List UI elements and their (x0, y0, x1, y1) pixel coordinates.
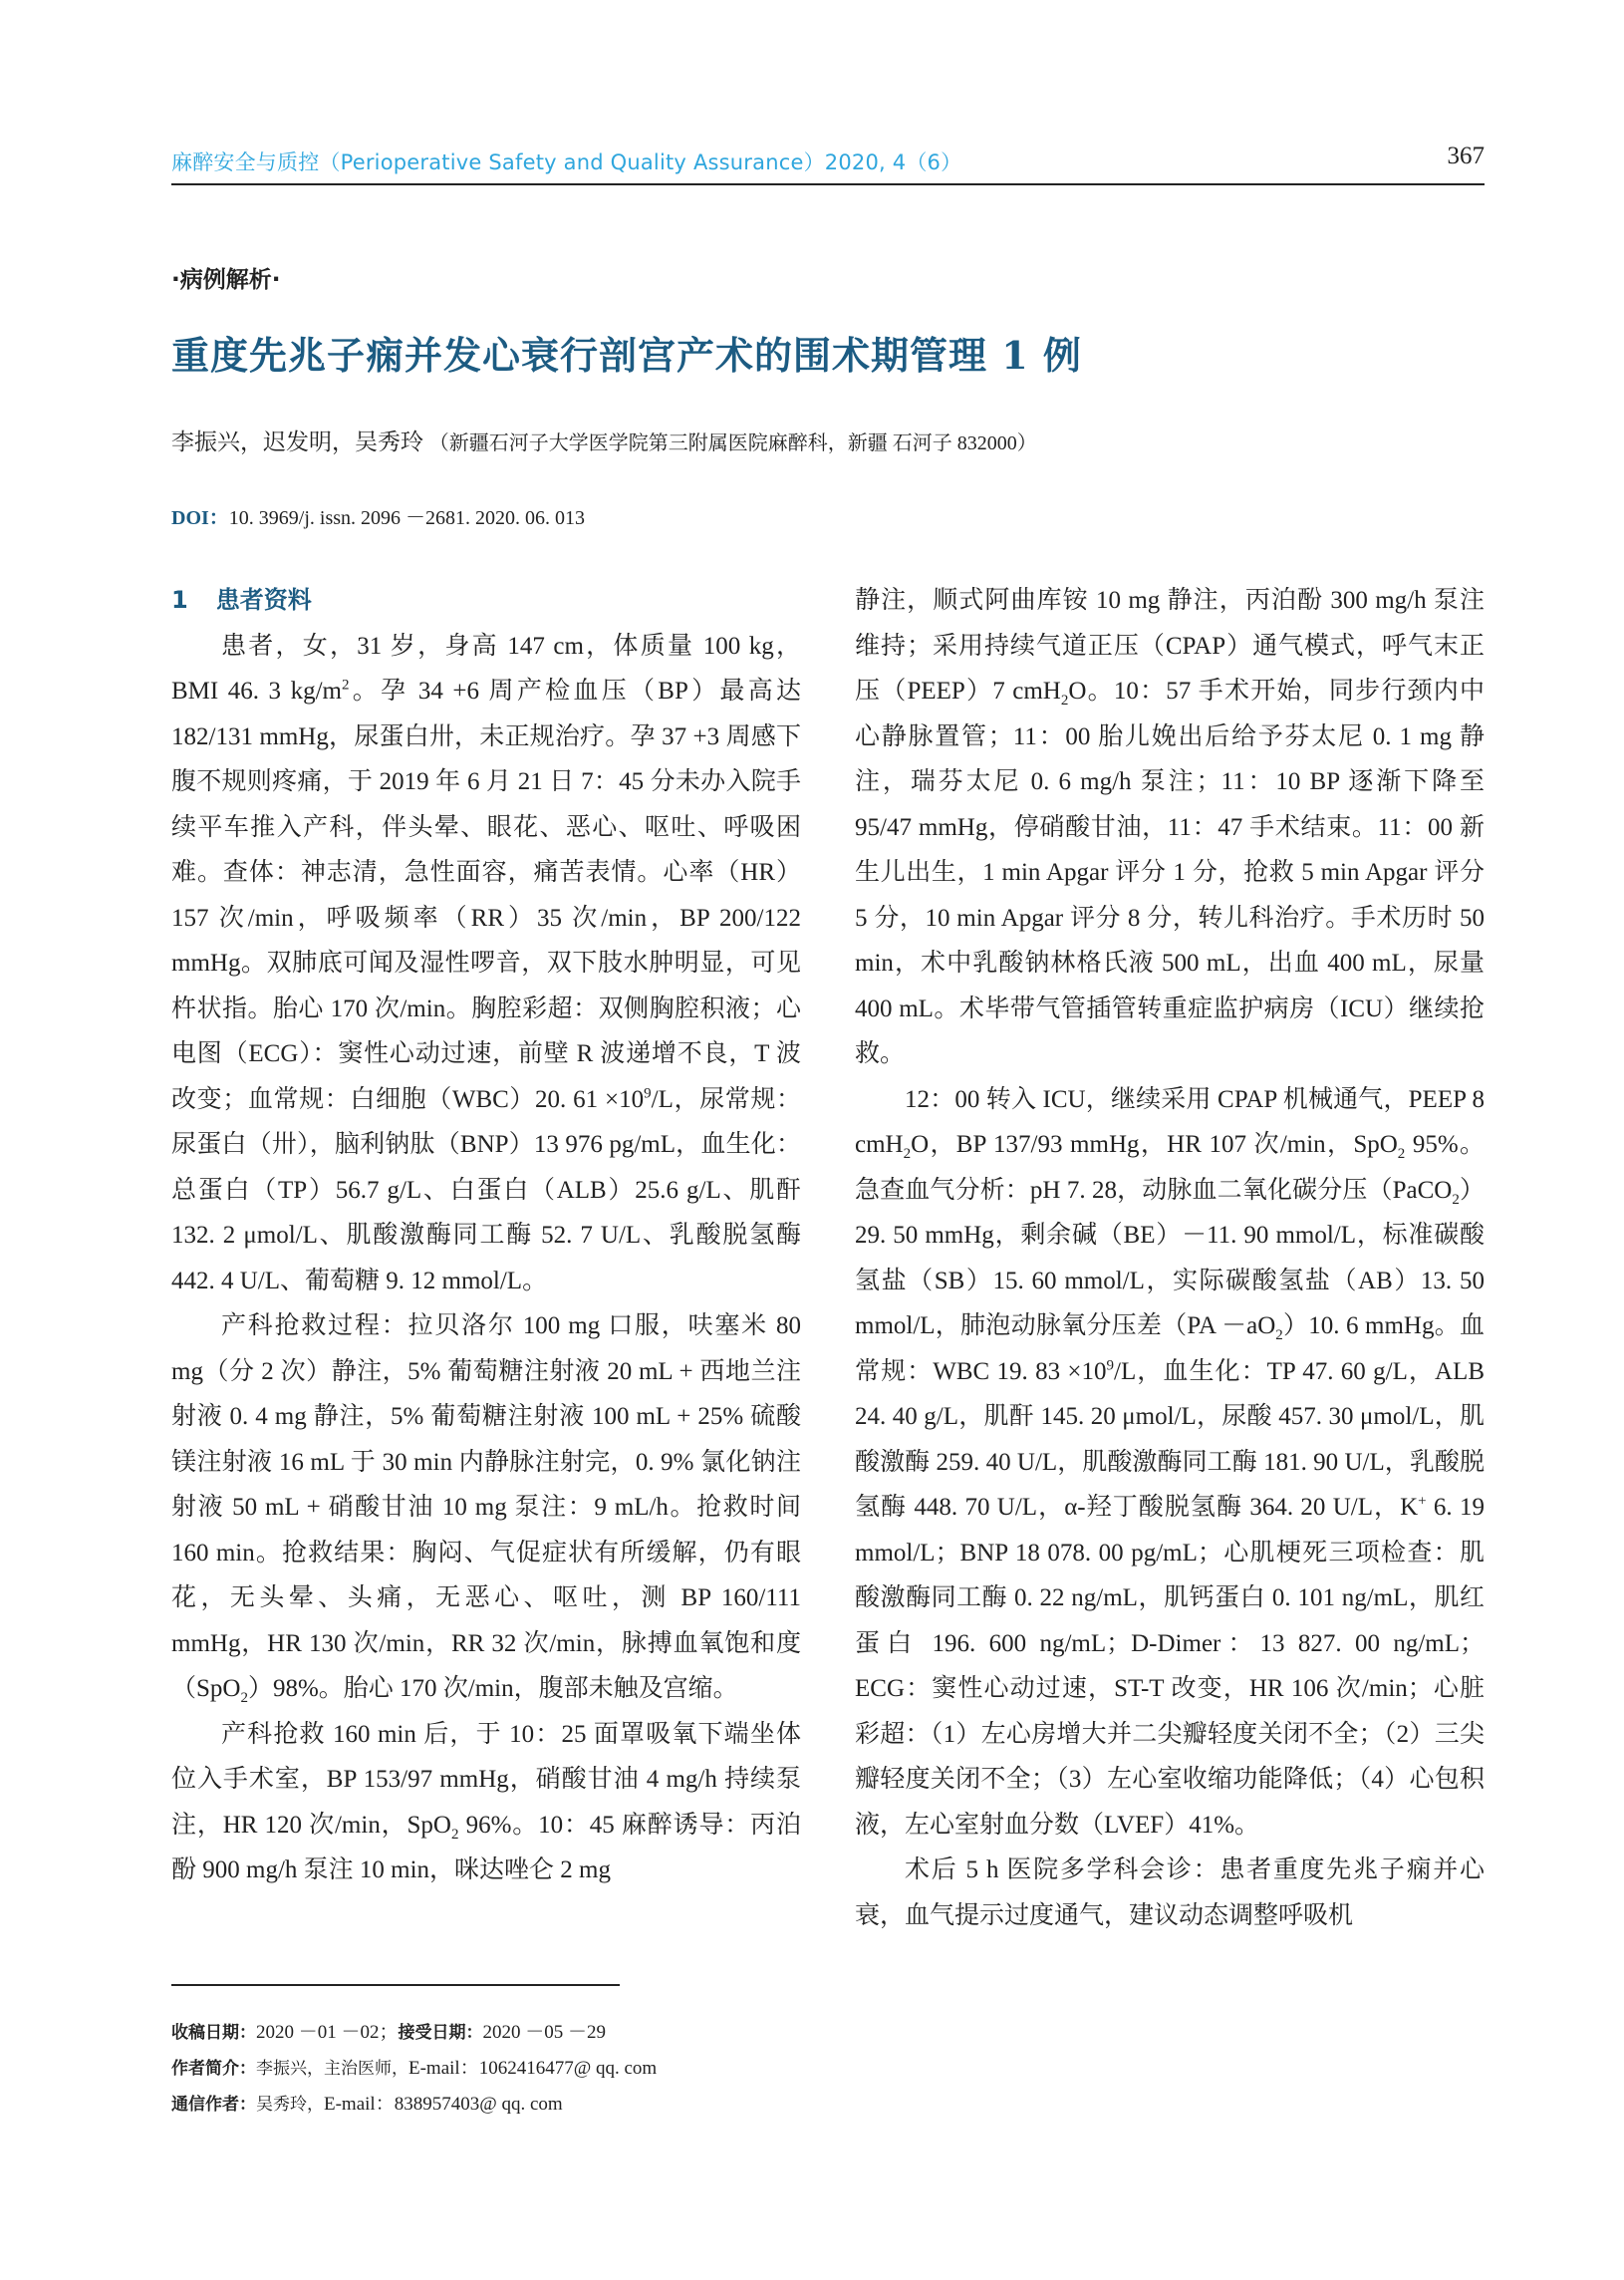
text-run: 患者，女，31 岁，身高 147 cm，体质量 100 kg，BMI 46. 3 kg/m (171, 632, 801, 705)
text-run: /L，血生化：TP 47. 60 g/L，ALB 24. 40 g/L，肌酐 145. 20 μmol/L，尿酸 457. 30 μmol/L，肌酸激酶 259. 40 U/L，肌酸激酶同工酶 181. 90 U/L，乳酸脱氢酶 448. 70 U/L，α-羟丁酸脱氢酶 364. 20 U/L，K (855, 1357, 1486, 1521)
article-title: 重度先兆子痫并发心衰行剖宫产术的围术期管理 1 例 (171, 333, 1082, 378)
author-email[interactable]: E-mail：1062416477@ qq. com (408, 2058, 658, 2079)
footnotes (171, 2015, 657, 2123)
author-bio-name: 李振兴，主治医师， (256, 2059, 408, 2079)
superscript: + (1418, 1493, 1427, 1510)
text-run: 产科抢救过程：拉贝洛尔 100 mg 口服，呋塞米 80 mg（分 2 次）静注，5% 葡萄糖注射液 20 mL + 西地兰注射液 0. 4 mg 静注，5% 葡萄糖注射液 100 mL + 25% 硫酸镁注射液 16 mL 于 30 min 内静脉注射完，0. 9% 氯化钠注射液 50 mL + 硝酸甘油 10 mg 泵注：9 mL/h。抢救时间 160 min。抢救结果：胸闷、气促症状有所缓解，仍有眼花，无头晕、头痛，无恶心、呕吐，测 BP 160/111 mmHg，HR 130 次/min，RR 32 次/min，脉搏血氧饱和度（SpO (171, 1312, 801, 1702)
paragraph (855, 1077, 1485, 1849)
section-title: 患者资料 (215, 586, 312, 614)
header-rule (171, 183, 1485, 185)
journal-citation: 麻醉安全与质控（Perioperative Safety and Quality Assurance）2020, 4（6） (171, 150, 962, 174)
text-run: 静注，顺式阿曲库铵 10 mg 静注，丙泊酚 300 mg/h 泵注维持；采用持续气道正压（CPAP）通气模式，呼气末正压（PEEP）7 cmH (855, 587, 1485, 705)
superscript: 9 (644, 1085, 652, 1102)
received-label: 收稿日期： (171, 2023, 256, 2043)
text-run: 6. 19 mmol/L；BNP 18 078. 00 pg/mL；心肌梗死三项检查：肌酸激酶同工酶 0. 22 ng/mL，肌钙蛋白 0. 101 ng/mL，肌红蛋白 196. 600 ng/mL；D-Dimer：13 827. 00 ng/mL；ECG：窦性心动过速，ST-T 改变，HR 106 次/min；心脏彩超：（1）左心房增大并二尖瓣轻度关闭不全；（2）三尖瓣轻度关闭不全；（3）左心室收缩功能降低；（4）心包积液，左心室射血分数（LVEF）41%。 (855, 1494, 1485, 1839)
author-names: 李振兴，迟发明，吴秀玲 (171, 429, 423, 454)
author-line (171, 424, 1037, 456)
section-heading (171, 578, 801, 624)
text-run: ）10. 6 mmHg。血常规：WBC 19. 83 ×10 (855, 1312, 1485, 1385)
author-bio (171, 2051, 657, 2087)
paragraph (855, 578, 1485, 1077)
subscript: 2 (450, 1826, 459, 1843)
footnote-rule (171, 1984, 620, 1986)
paragraph (171, 624, 801, 1304)
author-affiliation: （新疆石河子大学医学院第三附属医院麻醉科，新疆 石河子 832000） (428, 432, 1037, 454)
text-run: O，BP 137/93 mmHg，HR 107 次/min，SpO (911, 1131, 1398, 1158)
accepted-label: 接受日期： (398, 2023, 483, 2043)
subscript: 2 (1060, 693, 1069, 709)
paragraph (171, 1303, 801, 1712)
superscript: 2 (341, 677, 350, 694)
corresponding-label: 通信作者： (171, 2095, 256, 2115)
text-run: 95%。急查血气分析：pH 7. 28，动脉血二氧化碳分压（PaCO (855, 1131, 1486, 1204)
text-run: 96%。10：45 麻醉诱导：丙泊酚 900 mg/h 泵注 10 min，咪达唑仑 2 mg (171, 1811, 802, 1883)
doi-value[interactable]: 10. 3969/j. issn. 2096 －2681. 2020. 06. 013 (228, 507, 586, 529)
doi-label: DOI： (171, 507, 229, 529)
subscript: 2 (1275, 1327, 1283, 1343)
paragraph (171, 1712, 801, 1893)
text-run: ）98%。胎心 170 次/min，腹部未触及宫缩。 (247, 1675, 738, 1702)
text-run: /L，尿常规：尿蛋白（卅），脑利钠肽（BNP）13 976 pg/mL，血生化：总蛋白（TP）56.7 g/L、白蛋白（ALB）25.6 g/L、肌酐 132. 2 μmol/L、肌酸激酶同工酶 52. 7 U/L、乳酸脱氢酶 442. 4 U/L、葡萄糖 9. 12 mmol/L。 (171, 1085, 802, 1294)
running-header (171, 142, 1485, 182)
text-run: 12：00 转入 ICU，继续采用 CPAP 机械通气，PEEP 8 cmH (855, 1085, 1485, 1158)
text-run: 。孕 34 +6 周产检血压（BP）最高达 182/131 mmHg，尿蛋白卅，未正规治疗。孕 37 +3 周感下腹不规则疼痛，于 2019 年 6 月 21 日 7：45 分未办入院手续平车推入产科，伴头晕、眼花、恶心、呕吐、呼吸困难。查体：神志清，急性面容，痛苦表情。心率（HR）157 次/min，呼吸频率（RR）35 次/min，BP 200/122 mmHg。双肺底可闻及湿性啰音，双下肢水肿明显，可见杵状指。胎心 170 次/min。胸腔彩超：双侧胸腔积液；心电图（ECG）：窦性心动过速，前壁 R 波递增不良，T 波改变；血常规：白细胞（WBC）20. 61 ×10 (171, 678, 801, 1113)
paragraph (855, 1848, 1485, 1938)
accepted-date: 2020 －05 －29 (482, 2022, 607, 2043)
subscript: 2 (240, 1690, 248, 1706)
corresponding-name: 吴秀玲， (256, 2095, 324, 2115)
section-number: 1 (171, 586, 188, 614)
text-run: 术后 5 h 医院多学科会诊：患者重度先兆子痫并心衰，血气提示过度通气，建议动态调整呼吸机 (855, 1856, 1485, 1929)
received-date: 2020 －01 －02； (256, 2022, 399, 2043)
subscript: 2 (1397, 1146, 1406, 1162)
corresponding-author (171, 2087, 657, 2123)
author-bio-label: 作者简介： (171, 2059, 256, 2079)
page-number: 367 (1447, 142, 1485, 169)
article-category: ·病例解析· (171, 267, 281, 293)
left-column (171, 578, 801, 1893)
text-run: O。10：57 手术开始，同步行颈内中心静脉置管；11：00 胎儿娩出后给予芬太尼 0. 1 mg 静注，瑞芬太尼 0. 6 mg/h 泵注；11：10 BP 逐渐下降至 95/47 mmHg，停硝酸甘油，11：47 手术结束。11：00 新生儿出生，1 min Apgar 评分 1 分，抢救 5 min Apgar 评分 5 分，10 min Apgar 评分 8 分，转儿科治疗。手术历时 50 min，术中乳酸钠林格氏液 500 mL，出血 400 mL，尿量 400 mL。术毕带气管插管转重症监护病房（ICU）继续抢救。 (855, 678, 1485, 1067)
right-column (855, 578, 1485, 1938)
text-run: ）29. 50 mmHg，剩余碱（BE）－11. 90 mmol/L，标准碳酸氢盐（SB）15. 60 mmol/L，实际碳酸氢盐（AB）13. 50 mmol/L，肺泡动脉氧分压差（PA －aO (855, 1176, 1485, 1339)
subscript: 2 (1452, 1191, 1460, 1208)
corresponding-email[interactable]: E-mail：838957403@ qq. com (324, 2094, 563, 2115)
text-run: 产科抢救 160 min 后，于 10：25 面罩吸氧下端坐体位入手术室，BP 153/97 mmHg，硝酸甘油 4 mg/h 持续泵注，HR 120 次/min，SpO (171, 1720, 801, 1839)
doi-line (171, 501, 585, 530)
received-accepted-dates (171, 2015, 657, 2051)
superscript: 9 (1106, 1357, 1114, 1374)
subscript: 2 (903, 1146, 912, 1162)
